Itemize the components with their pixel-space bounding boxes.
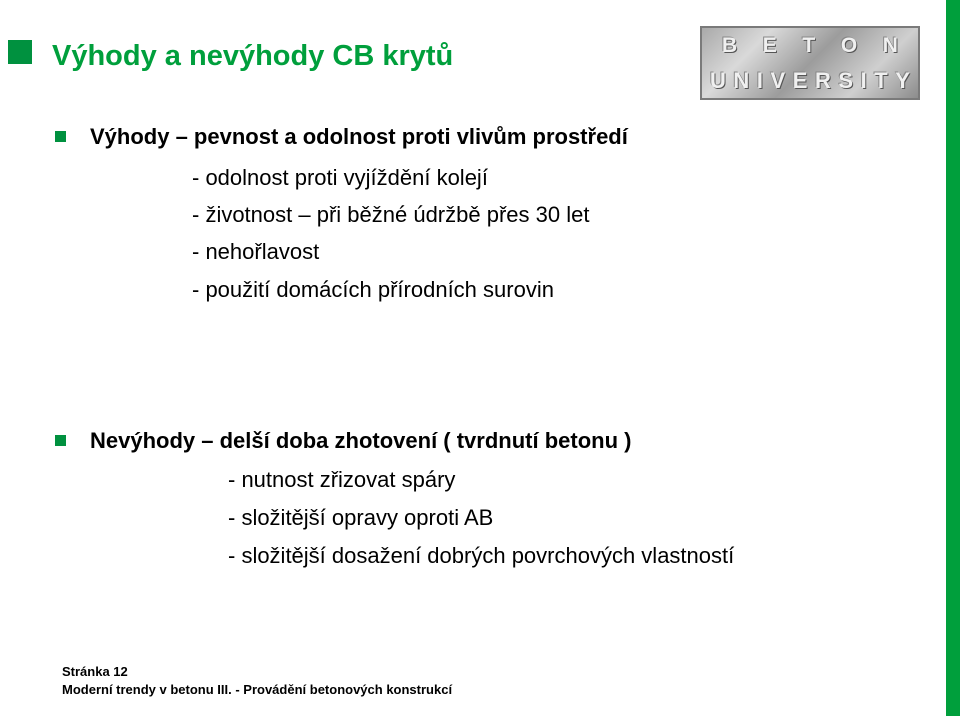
footer-page-number: Stránka 12 — [62, 664, 128, 679]
logo-letter: S — [838, 68, 854, 93]
advantages-heading: Výhody – pevnost a odolnost proti vlivům prostředí — [90, 124, 628, 149]
right-accent-bar — [946, 0, 960, 716]
logo-letter: T — [802, 34, 816, 57]
title-bullet-square — [8, 40, 32, 64]
logo-letter: E — [792, 68, 808, 93]
logo-letter: I — [860, 68, 867, 93]
logo-letter: Y — [895, 68, 910, 93]
bullet-square — [55, 131, 66, 142]
footer-course-title: Moderní trendy v betonu III. - Provádění betonových konstrukcí — [62, 682, 453, 697]
disadvantage-item: - složitější opravy oproti AB — [228, 505, 494, 530]
logo-letter: V — [770, 68, 786, 93]
disadvantages-heading: Nevýhody – delší doba zhotovení ( tvrdnutí betonu ) — [90, 428, 632, 453]
logo-letter: R — [814, 68, 831, 93]
logo-letter: B — [722, 34, 738, 57]
beton-university-logo — [700, 26, 920, 100]
logo-word-university — [710, 68, 910, 94]
logo-word-beton — [710, 34, 910, 58]
advantage-item: - nehořlavost — [192, 239, 320, 264]
logo-letter: N — [882, 34, 898, 57]
disadvantage-item: - nutnost zřizovat spáry — [228, 467, 456, 492]
logo-letter: I — [756, 68, 763, 93]
bullet-square — [55, 435, 66, 446]
logo-letter: U — [710, 68, 726, 93]
advantage-item: - odolnost proti vyjíždění kolejí — [192, 165, 488, 190]
disadvantage-item: - složitější dosažení dobrých povrchových vlastností — [228, 543, 735, 568]
logo-letter: E — [762, 34, 777, 57]
advantage-item: - použití domácích přírodních surovin — [192, 277, 554, 302]
logo-letter: T — [874, 68, 888, 93]
slide-title: Výhody a nevýhody CB krytů — [52, 40, 454, 72]
logo-letter: N — [733, 68, 750, 93]
logo-letter: O — [840, 34, 858, 57]
advantage-item: - životnost – při běžné údržbě přes 30 let — [192, 202, 590, 227]
